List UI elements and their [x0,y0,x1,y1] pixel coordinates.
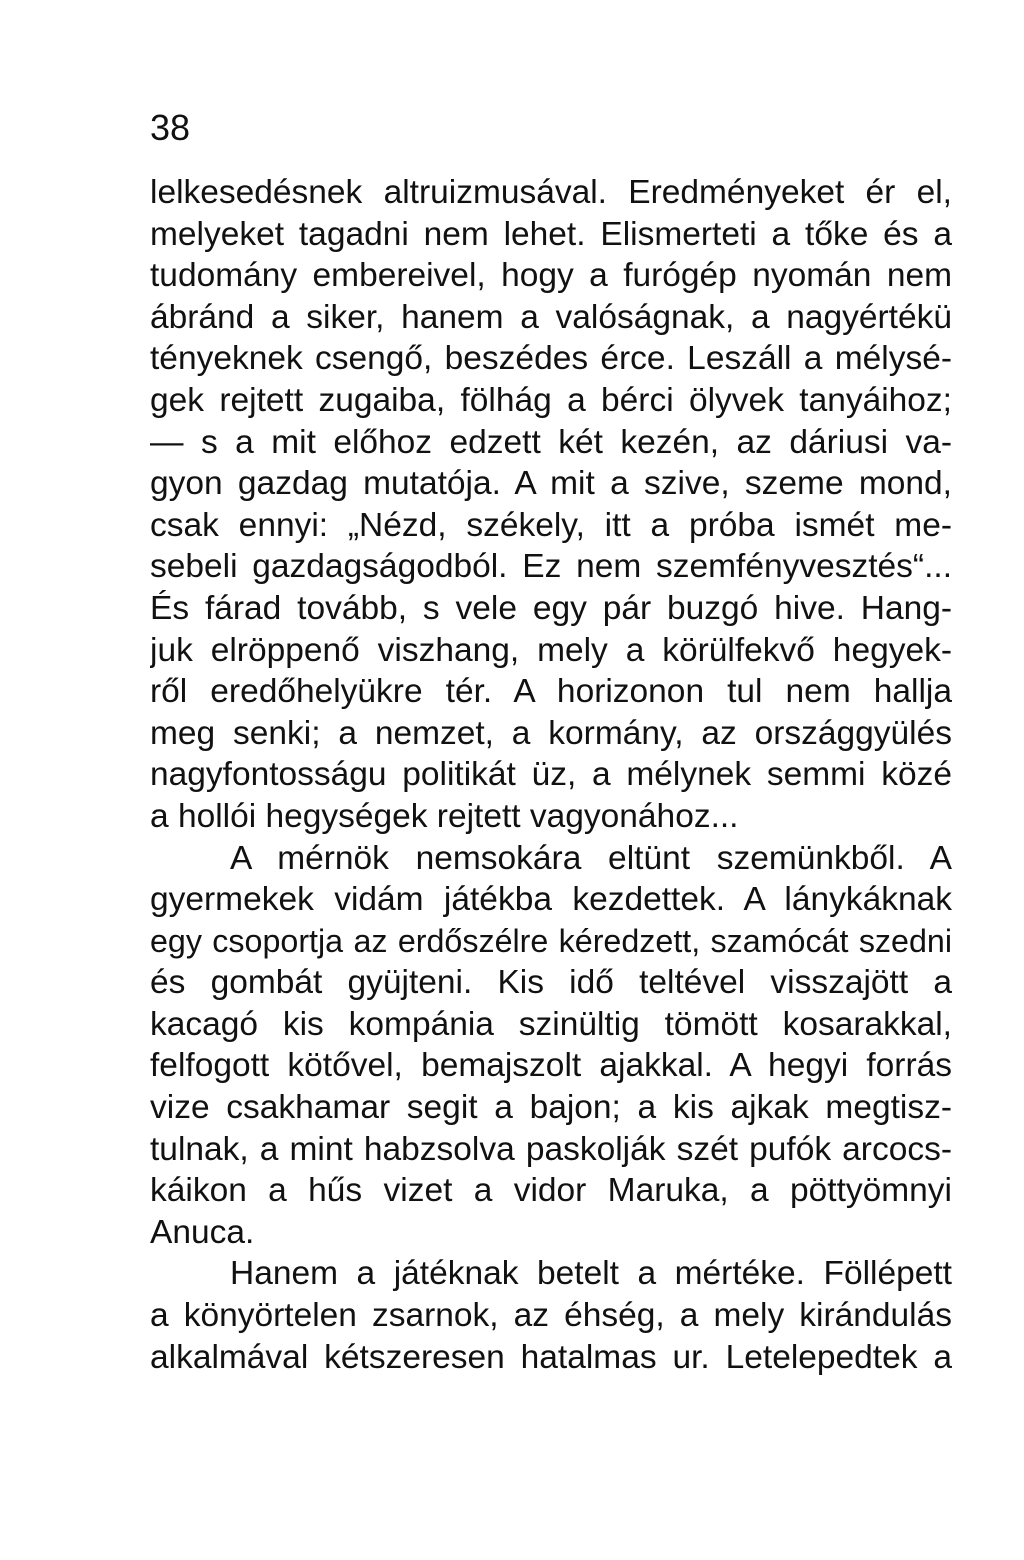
text-line: melyeket tagadni nem lehet. Elismerteti a tőke és a [150,215,952,253]
text-line: ről eredőhelyükre tér. A horizonon tul nem hallja [150,673,952,711]
body-text [150,172,952,1378]
text-line: káikon a hűs vizet a vidor Maruka, a pöttyömnyi [150,1172,952,1210]
text-line: kacagó kis kompánia szinültig tömött kosarakkal, [150,1005,952,1043]
text-line: ábránd a siker, hanem a valóságnak, a nagyértékü [150,298,952,336]
text-line: egy csoportja az erdőszélre kéredzett, szamócát szedni [150,922,952,959]
text-line: — s a mit előhoz edzett két kezén, az dáriusi va- [150,423,952,461]
text-line: És fárad tovább, s vele egy pár buzgó hive. Hang- [150,589,952,627]
text-line: alkalmával kétszeresen hatalmas ur. Letelepedtek a [150,1338,952,1376]
text-line: vize csakhamar segit a bajon; a kis ajkak megtisz- [150,1089,952,1127]
text-line: Hanem a játéknak betelt a mértéke. Föllépett [230,1255,952,1293]
text-line: gek rejtett zugaiba, fölhág a bérci ölyvek tanyáihoz; [150,381,952,419]
text-line: tulnak, a mint habzsolva paskolják szét pufók arcocs- [150,1130,952,1168]
text-line: gyon gazdag mutatója. A mit a szive, szeme mond, [150,465,952,503]
text-line: meg senki; a nemzet, a kormány, az országgyülés [150,714,952,752]
text-line: tényeknek csengő, beszédes érce. Leszáll a mélysé- [150,340,952,378]
text-line: gyermekek vidám játékba kezdettek. A lánykáknak [150,881,952,919]
text-line: nagyfontosságu politikát üz, a mélynek semmi közé [150,756,952,794]
text-line: felfogott kötővel, bemajszolt ajakkal. A hegyi forrás [150,1047,952,1085]
text-line: csak ennyi: „Nézd, székely, itt a próba ismét me- [150,506,952,544]
text-line: A mérnök nemsokára eltünt szemünkből. A [230,839,952,877]
text-line: lelkesedésnek altruizmusával. Eredményeket ér el, [150,174,952,211]
text-line: Anuca. [150,1213,255,1251]
text-line: a hollói hegységek rejtett vagyonához... [150,797,739,835]
text-line: és gombát gyüjteni. Kis idő teltével visszajött a [150,964,952,1002]
page-number: 38 [150,107,191,148]
text-line: a könyörtelen zsarnok, az éhség, a mely kirándulás [150,1297,952,1335]
text-line: sebeli gazdagságodból. Ez nem szemfényvesztés“... [150,548,952,586]
text-line: juk elröppenő viszhang, mely a körülfekvő hegyek- [150,631,952,669]
text-line: tudomány embereivel, hogy a furógép nyomán nem [150,257,952,295]
